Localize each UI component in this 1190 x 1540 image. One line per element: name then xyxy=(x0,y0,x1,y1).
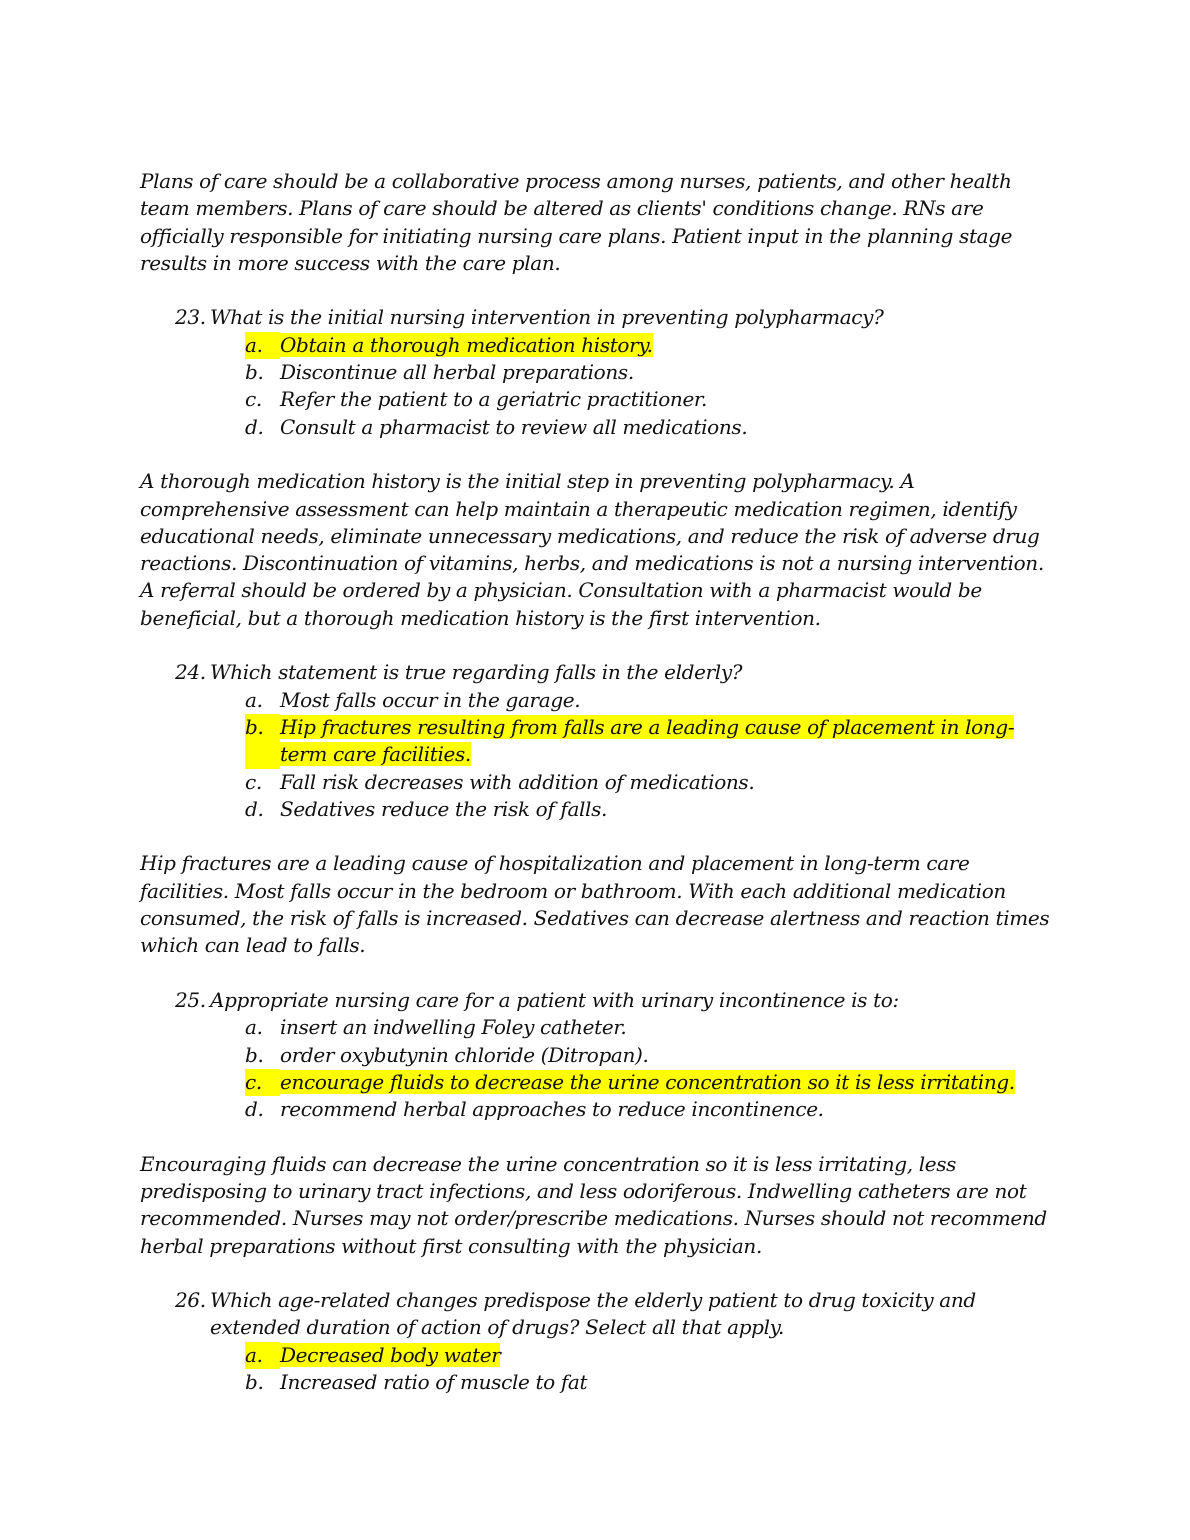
question-text: What is the initial nursing intervention in preventing polypharmacy? xyxy=(210,305,884,330)
answer-option-a xyxy=(140,687,1055,714)
answer-option-c xyxy=(140,769,1055,796)
answer-option-a xyxy=(140,332,1055,359)
answer-option-a xyxy=(140,1342,1055,1369)
option-text: Most falls occur in the garage. xyxy=(280,687,581,712)
option-letter: c. xyxy=(245,1069,280,1096)
document-page xyxy=(140,168,1055,1424)
option-text: Hip fractures resulting from falls are a leading cause of placement in long-term care facilities. xyxy=(280,714,1015,767)
answer-option-c xyxy=(140,1069,1055,1096)
option-letter: a. xyxy=(245,1015,263,1040)
question-stem xyxy=(140,304,1055,331)
option-text: Consult a pharmacist to review all medications. xyxy=(280,414,748,439)
question-number: 23. xyxy=(175,305,206,330)
option-text: Refer the patient to a geriatric practitioner. xyxy=(280,387,707,412)
question-text: Appropriate nursing care for a patient with urinary incontinence is to: xyxy=(210,987,899,1012)
option-text: Decreased body water xyxy=(280,1342,501,1367)
question-23 xyxy=(140,304,1055,440)
answer-option-d xyxy=(140,796,1055,823)
option-letter: b. xyxy=(245,714,280,769)
option-text: Obtain a thorough medication history. xyxy=(280,332,653,357)
question-number: 25. xyxy=(175,987,206,1012)
answer-option-b xyxy=(140,714,1055,769)
answer-option-a xyxy=(140,1014,1055,1041)
rationale-25: Encouraging fluids can decrease the urine concentration so it is less irritating, less predisposing to urinary tract infections, and less odoriferous. Indwelling catheters are not recommended. Nurses may not order/prescribe medications. Nurses should not recommend herbal preparations without first consulting with the physician. xyxy=(140,1151,1047,1258)
question-text: Which age-related changes predispose the elderly patient to drug toxicity and extended duration of action of drugs? Select all that apply. xyxy=(210,1288,976,1340)
option-letter: b. xyxy=(245,1042,264,1067)
question-stem xyxy=(140,987,1055,1014)
option-text: encourage fluids to decrease the urine concentration so it is less irritating. xyxy=(280,1069,1015,1094)
intro-paragraph: Plans of care should be a collaborative process among nurses, patients, and other health team members. Plans of care should be altered as clients' conditions change. RNs are officially responsible for initiating nursing care plans. Patient input in the planning stage results in more success with the care plan. xyxy=(140,169,1013,275)
option-letter: a. xyxy=(245,332,280,359)
answer-options xyxy=(140,687,1055,823)
question-stem xyxy=(140,1287,1055,1342)
option-letter: d. xyxy=(245,414,264,439)
question-number: 24. xyxy=(175,660,206,685)
answer-options xyxy=(140,1342,1055,1397)
answer-option-d xyxy=(140,414,1055,441)
option-letter: a. xyxy=(245,687,263,712)
answer-options xyxy=(140,1014,1055,1123)
question-25 xyxy=(140,987,1055,1123)
question-stem xyxy=(140,659,1055,686)
option-letter: b. xyxy=(245,1370,264,1395)
rationale-23: A thorough medication history is the initial step in preventing polypharmacy. A comprehensive assessment can help maintain a therapeutic medication regimen, identify educational needs, eliminate unnecessary medications, and reduce the risk of adverse drug reactions. Discontinuation of vitamins, herbs, and medications is not a nursing intervention. A referral should be ordered by a physician. Consultation with a pharmacist would be beneficial, but a thorough medication history is the first intervention. xyxy=(140,469,1044,630)
option-text: Discontinue all herbal preparations. xyxy=(280,360,634,385)
answer-option-d xyxy=(140,1096,1055,1123)
option-text: order oxybutynin chloride (Ditropan). xyxy=(280,1042,649,1067)
answer-option-c xyxy=(140,386,1055,413)
option-text: Increased ratio of muscle to fat xyxy=(280,1370,588,1395)
option-text: Sedatives reduce the risk of falls. xyxy=(280,796,608,821)
option-letter: b. xyxy=(245,360,264,385)
question-number: 26. xyxy=(175,1288,206,1313)
question-24 xyxy=(140,659,1055,823)
option-letter: c. xyxy=(245,769,262,794)
answer-options xyxy=(140,332,1055,441)
rationale-24: Hip fractures are a leading cause of hospitalization and placement in long-term care facilities. Most falls occur in the bedroom or bathroom. With each additional medication consumed, the risk of falls is increased. Sedatives can decrease alertness and reaction times which can lead to falls. xyxy=(140,851,1050,958)
option-text: Fall risk decreases with addition of medications. xyxy=(280,769,755,794)
answer-option-b xyxy=(140,1042,1055,1069)
option-text: recommend herbal approaches to reduce incontinence. xyxy=(280,1097,824,1122)
option-text: insert an indwelling Foley catheter. xyxy=(280,1015,627,1040)
option-letter: d. xyxy=(245,1097,264,1122)
question-26 xyxy=(140,1287,1055,1396)
answer-option-b xyxy=(140,1369,1055,1396)
option-letter: a. xyxy=(245,1342,280,1369)
option-letter: d. xyxy=(245,796,264,821)
question-text: Which statement is true regarding falls in the elderly? xyxy=(210,660,743,685)
option-letter: c. xyxy=(245,387,262,412)
answer-option-b xyxy=(140,359,1055,386)
